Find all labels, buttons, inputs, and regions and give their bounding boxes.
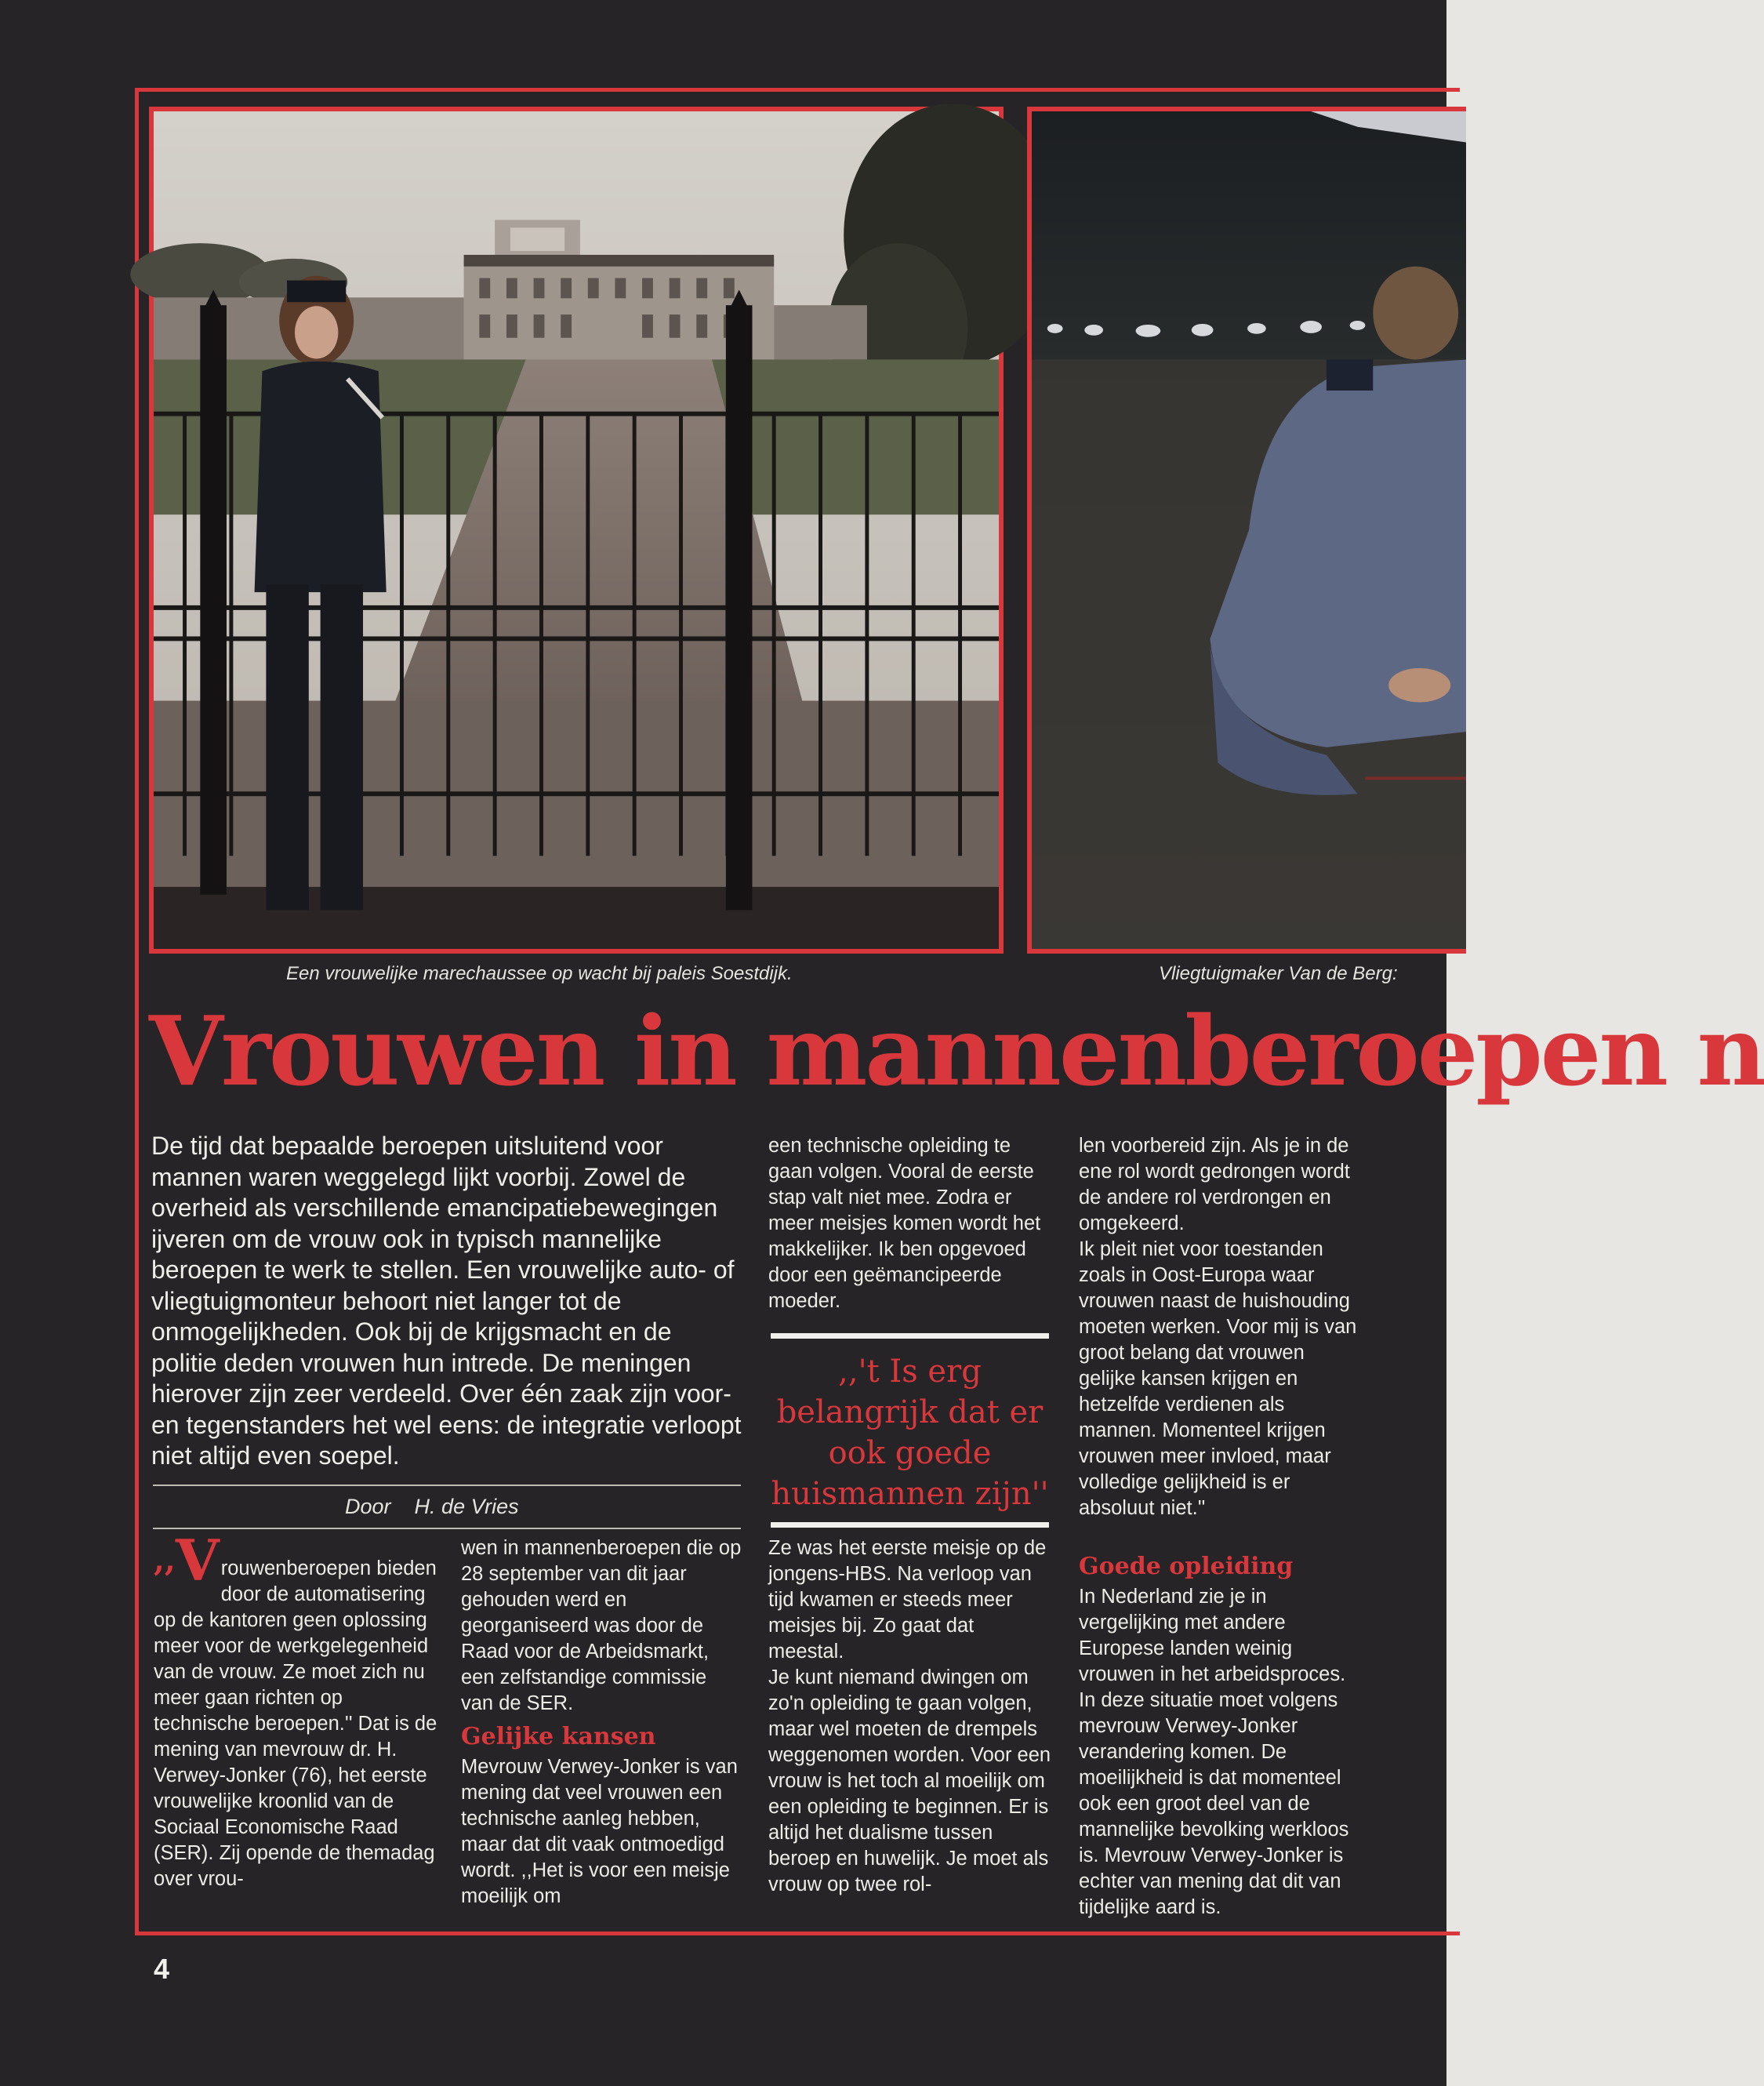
- column-2-text-2: Mevrouw Verwey-Jonker is van mening dat veel vrouwen een technische aanleg hebben, maar dat dit vaak ontmoedigd wordt. ,,Het is voor een meisje moeilijk om: [461, 1756, 738, 1907]
- byline: [345, 1495, 519, 1519]
- column-4: [1079, 1133, 1363, 1928]
- column-1: [154, 1527, 437, 1928]
- column-2-text: wen in mannenberoepen die op 28 september van dit jaar gehouden werd en georganiseerd was door de Raad voor de Arbeidsmarkt, een zelfstandige commissie van de SER.: [461, 1537, 742, 1714]
- byline-author: H. de Vries: [414, 1495, 519, 1518]
- byline-prefix: Door: [345, 1495, 391, 1518]
- article-intro: De tijd dat bepaalde beroepen uitsluitend voor mannen waren weggelegd lijkt voorbij. Zowel de overheid als verschillende emancipatiebewegingen ijveren om de vrouw ook in typisch mannelijke beroepen te werk te stellen. Een vrouwelijke auto- of vliegtuigmonteur behoort niet langer tot de onmogelijkheden. Ook bij de krijgsmacht en de politie deden vrouwen hun intrede. De meningen hierover zijn zeer verdeeld. Over één zaak zijn voor- en tegenstanders het wel eens: de integratie verloopt niet altijd even soepel.: [151, 1132, 742, 1470]
- column-3-top-text: een technische opleiding te gaan volgen. Vooral de eerste stap valt niet mee. Zodra er meer meisjes komen wordt het makkelijker. Ik ben opgevoed door een geëmancipeerde moeder.: [768, 1135, 1041, 1312]
- drop-letter: V: [175, 1527, 220, 1594]
- drop-quote: ,,: [154, 1542, 176, 1579]
- drop-cap: [154, 1527, 220, 1599]
- page-number: 4: [154, 1953, 170, 1985]
- photo-marechaussee: [149, 107, 1004, 954]
- article-headline: Vrouwen in mannenberoepen n: [149, 994, 1764, 1107]
- column-3-top: [768, 1133, 1051, 1321]
- left-photo-caption: Een vrouwelijke marechaussee op wacht bij paleis Soestdijk.: [286, 963, 793, 984]
- column-3-bottom-text-2: Je kunt niemand dwingen om zo'n opleiding te gaan volgen, maar wel moeten de drempels weggenomen worden. Voor een vrouw is het toch al moeilijk om een opleiding te beginnen. Er is altijd het dualisme tussen beroep en huwelijk. Je moet als vrouw op twee rol-: [768, 1666, 1051, 1895]
- right-photo-caption: Vliegtuigmaker Van de Berg:: [1159, 963, 1398, 984]
- column-2: [461, 1535, 742, 1928]
- column-1-text: rouwenberoepen bieden door de automatisering op de kantoren geen oplossing meer voor de werkgelegenheid van de vrouw. Ze moet zich nu meer gaan richten op technische beroepen.'' Dat is de mening van mevrouw dr. H. Verwey-Jonker (76), het eerste vrouwelijke kroonlid van de Sociaal Economische Raad (SER). Zij opende de themadag over vrou-: [154, 1557, 437, 1890]
- column-4-text-2: Ik pleit niet voor toestanden zoals in Oost-Europa waar vrouwen naast de huishouding moeten werken. Voor mij is van groot belang dat vrouwen gelijke kansen krijgen en hetzelfde verdienen als mannen. Momenteel krijgen vrouwen meer invloed, maar volledige gelijkheid is er absoluut niet.'': [1079, 1238, 1357, 1519]
- subhead-gelijke-kansen: Gelijke kansen: [461, 1723, 656, 1750]
- byline-rule-top: [153, 1485, 741, 1486]
- subhead-goede-opleiding: Goede opleiding: [1079, 1553, 1294, 1580]
- column-3-bottom: [768, 1535, 1052, 1928]
- pull-quote: ,,'t Is erg belangrijk dat er ook goede huismannen zijn'': [771, 1333, 1049, 1528]
- column-4-text-3: In Nederland zie je in vergelijking met andere Europese landen weinig vrouwen in het arbeidsproces. In deze situatie moet volgens mevrouw Verwey-Jonker verandering komen. De moeilijkheid is dat momenteel ook een groot deel van de mannelijke bevolking werkloos is. Mevrouw Verwey-Jonker is echter van mening dat dit van tijdelijke aard is.: [1079, 1586, 1349, 1918]
- column-4-text: len voorbereid zijn. Als je in de ene rol wordt gedrongen wordt de andere rol verdrongen en omgekeerd.: [1079, 1135, 1350, 1234]
- column-3-bottom-text: Ze was het eerste meisje op de jongens-HBS. Na verloop van tijd kwamen er steeds meer meisjes bij. Zo gaat dat meestal.: [768, 1537, 1047, 1663]
- photo-vliegtuigmaker: [1027, 107, 1466, 954]
- byline-rule-bottom: [153, 1528, 741, 1529]
